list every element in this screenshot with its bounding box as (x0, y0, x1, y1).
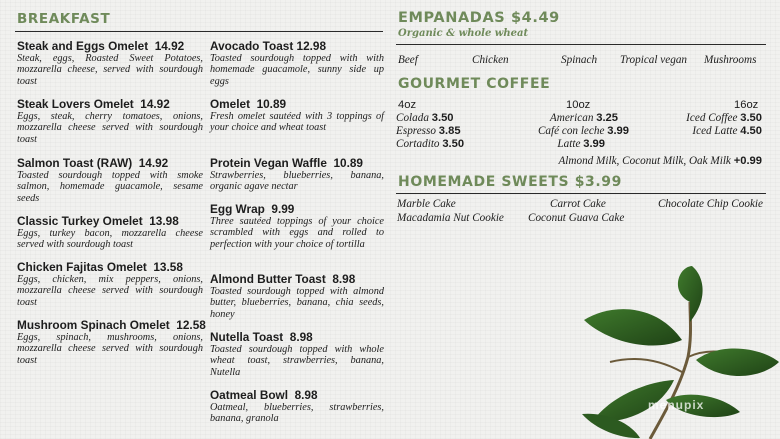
coffee-name: American (549, 112, 594, 124)
coffee-price: 3.50 (431, 112, 454, 124)
menu-item (210, 40, 384, 87)
item-price: 9.99 (271, 202, 295, 216)
item-description: Steak, eggs, Roasted Sweet Potatoes, mozzarella cheese, served with sourdough toast (17, 53, 203, 87)
item-name: Omelet (210, 97, 250, 111)
item-description: Toasted sourdough topped with smoke salmon, homemade guacamole, sesame seeds (17, 170, 203, 204)
sweet-item: Macadamia Nut Cookie (397, 212, 504, 224)
coffee-item (396, 125, 461, 137)
menu-item (17, 215, 203, 251)
item-name: Salmon Toast (RAW) (17, 156, 133, 170)
item-title (210, 331, 384, 344)
menu-item (17, 157, 203, 204)
item-name: Mushroom Spinach Omelet (17, 318, 170, 332)
empanada-flavor: Beef (398, 54, 418, 66)
item-description: Eggs, turkey bacon, mozzarella cheese served with sourdough toast (17, 228, 203, 251)
item-title (210, 40, 384, 53)
coffee-name: Espresso (396, 125, 436, 137)
menu-item (210, 98, 384, 134)
item-title (17, 40, 203, 53)
menu-item (210, 331, 384, 378)
item-description: Eggs, steak, cherry tomatoes, onions, mozzarella cheese served with sourdough toast (17, 111, 203, 145)
menu-item (17, 318, 206, 366)
breakfast-rule (15, 31, 383, 32)
item-description: Toasted sourdough topped with whole wheat toast, strawberries, banana, Nutella (210, 344, 384, 378)
item-title (210, 203, 384, 216)
empanada-flavor: Tropical vegan (620, 54, 688, 66)
coffee-item (396, 138, 464, 150)
sweet-item: Coconut Guava Cake (528, 212, 625, 224)
menu-item (210, 389, 384, 425)
leaf-branch-illustration (570, 262, 780, 439)
menu-item (210, 203, 384, 250)
item-name: Protein Vegan Waffle (210, 156, 327, 170)
item-description: Fresh omelet sautéed with 3 toppings of your choice and wheat toast (210, 111, 384, 134)
coffee-price: 3.85 (438, 125, 461, 137)
empanada-flavor: Chicken (472, 54, 509, 66)
item-title (17, 261, 203, 274)
item-name: Egg Wrap (210, 202, 265, 216)
item-price: 10.89 (333, 156, 363, 170)
item-title (210, 273, 384, 286)
coffee-price: 3.99 (607, 125, 629, 137)
coffee-name: Café con leche (537, 125, 605, 137)
breakfast-title: BREAKFAST (17, 11, 111, 27)
empanada-flavor: Spinach (561, 54, 598, 66)
item-price: 14.92 (138, 156, 169, 170)
menu-item (17, 98, 203, 145)
empanadas-rule (396, 44, 766, 45)
item-name: Nutella Toast (210, 330, 284, 344)
coffee-name: Iced Latte (692, 125, 738, 137)
item-title (17, 215, 203, 228)
coffee-item (396, 112, 454, 124)
coffee-price: 3.99 (583, 138, 605, 150)
coffee-name: Cortadito (396, 138, 440, 150)
coffee-price: 3.50 (442, 138, 465, 150)
item-price: 13.58 (153, 260, 183, 274)
coffee-item (538, 125, 629, 137)
coffee-size: 4oz (398, 99, 417, 111)
coffee-name: Iced Coffee (686, 112, 738, 124)
milk-note: Almond Milk, Coconut Milk, Oak Milk (558, 155, 731, 167)
watermark-text: menupix (648, 398, 705, 412)
item-name: Oatmeal Bowl (210, 388, 289, 402)
empanadas-subtitle: Organic & whole wheat (398, 28, 529, 39)
sweet-item: Marble Cake (397, 198, 456, 210)
item-price: 13.98 (149, 214, 179, 228)
menu-item (17, 40, 203, 87)
milk-price: +0.99 (733, 155, 762, 167)
menu-item (17, 261, 203, 308)
menu-item (210, 157, 384, 193)
item-price: 12.98 (296, 39, 327, 53)
item-price: 12.58 (176, 318, 206, 332)
item-description: Three sautéed toppings of your choice scrambled with eggs and rolled to perfection with your choice of tortilla (210, 216, 384, 250)
item-title (210, 157, 384, 170)
coffee-price: 3.50 (740, 112, 762, 124)
item-name: Chicken Fajitas Omelet (17, 260, 147, 274)
leaf (584, 309, 682, 345)
coffee-item (557, 138, 605, 150)
sweet-item: Carrot Cake (550, 198, 606, 210)
coffee-price: 4.50 (740, 125, 762, 137)
coffee-name: Latte (557, 138, 581, 150)
coffee-size: 16oz (734, 99, 759, 111)
coffee-item (686, 112, 762, 124)
empanada-flavor: Mushrooms (704, 54, 757, 66)
coffee-name: Colada (396, 112, 429, 124)
item-title (210, 98, 384, 111)
coffee-item (550, 112, 618, 124)
item-name: Classic Turkey Omelet (17, 214, 143, 228)
coffee-title: GOURMET COFFEE (398, 76, 551, 92)
item-description: Oatmeal, blueberries, strawberries, banana, granola (210, 402, 384, 425)
item-title (17, 98, 203, 111)
item-price: 10.89 (256, 97, 287, 111)
item-description: Eggs, chicken, mix peppers, onions, mozzarella cheese served with sourdough toast (17, 274, 203, 308)
item-price: 8.98 (332, 272, 356, 286)
item-price: 8.98 (294, 388, 318, 402)
branch-twig (610, 359, 682, 372)
sweet-item: Chocolate Chip Cookie (657, 198, 763, 210)
item-price: 8.98 (289, 330, 313, 344)
coffee-size: 10oz (566, 99, 591, 111)
item-title (17, 157, 203, 170)
item-name: Steak Lovers Omelet (17, 97, 134, 111)
item-price: 14.92 (154, 39, 185, 53)
leaf (678, 266, 703, 322)
coffee-item (692, 125, 762, 137)
item-name: Almond Butter Toast (210, 272, 326, 286)
item-price: 14.92 (140, 97, 170, 111)
milk-option (558, 155, 762, 167)
item-description: Eggs, spinach, mushrooms, onions, mozzarella cheese served with sourdough toast (17, 332, 203, 366)
item-title (17, 318, 206, 332)
sweets-title: HOMEMADE SWEETS $3.99 (398, 174, 622, 190)
item-description: Strawberries, blueberries, banana, organic agave nectar (210, 170, 384, 193)
item-name: Steak and Eggs Omelet (17, 39, 149, 53)
item-description: Toasted sourdough topped with almond butter, blueberries, banana, chia seeds, honey (210, 286, 384, 320)
menu-item (210, 273, 384, 320)
coffee-price: 3.25 (596, 112, 618, 124)
item-name: Avocado Toast (210, 39, 294, 53)
sweets-rule (396, 193, 766, 194)
empanadas-title: EMPANADAS $4.49 (398, 10, 560, 26)
item-title (210, 389, 384, 402)
item-description: Toasted sourdough topped with with homemade guacamole, sunny side up eggs (210, 53, 384, 87)
